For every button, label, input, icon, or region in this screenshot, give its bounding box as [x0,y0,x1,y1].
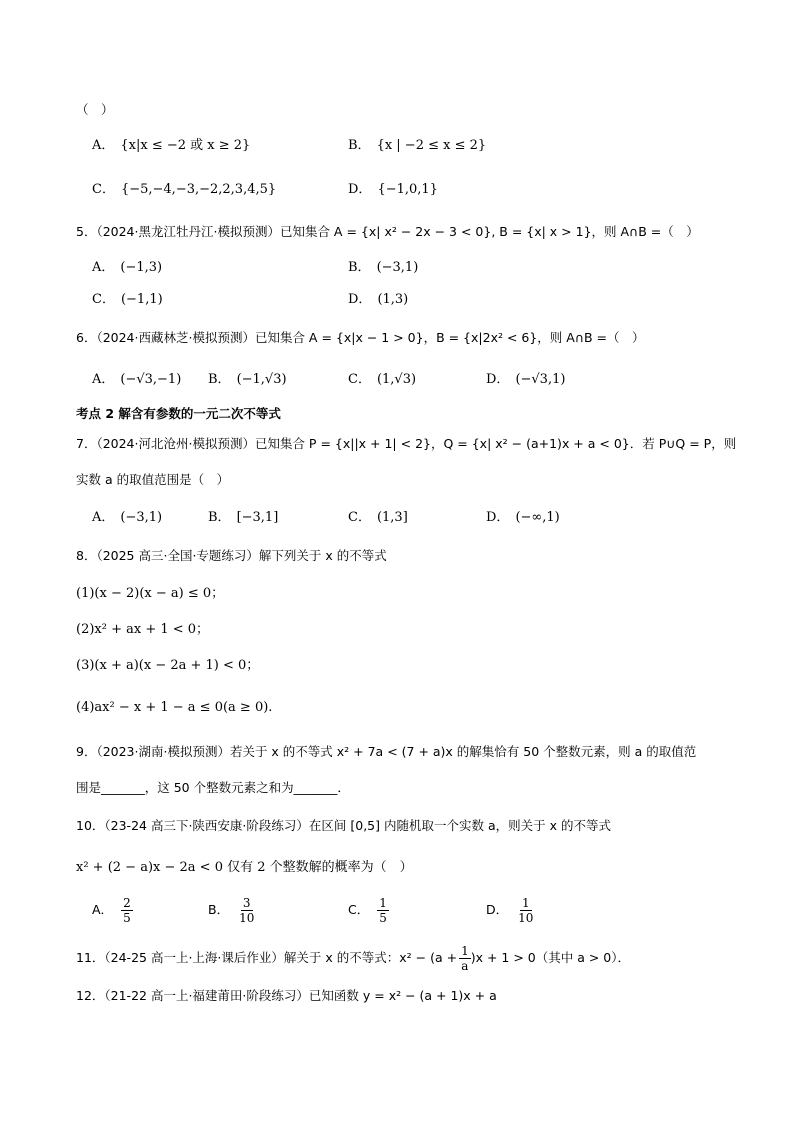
q10-option-a [92,896,133,925]
q5-option-a [92,258,162,278]
denominator: 10 [239,911,255,925]
option-text: (−3,1) [120,510,163,525]
q7-option-d [486,508,560,528]
q11-stem [76,944,630,973]
option-text: (1,√3) [376,372,417,387]
q9-stem-line2: 围是_______，这 50 个整数元素之和为_______． [76,780,350,795]
q7-option-c [348,508,408,528]
numerator: 1 [461,944,469,958]
option-text: (1,3] [376,510,408,525]
option-key: C． [92,292,115,307]
q8-stem: 8．（2025 高三·全国·专题练习）解下列关于 x 的不等式 [76,548,387,563]
q10-stem-line2: x² + (2 − a)x − 2a < 0 仅有 2 个整数解的概率为（ ） [76,860,413,875]
q7-stem-line1: 7．（2024·河北沧州·模拟预测）已知集合 P = {x||x + 1| < 2}，Q = {x| x² − (a+1)x + a < 0}．若 P∪Q = P，则 [76,436,737,451]
section-heading: 考点 2 解含有参数的一元二次不等式 [76,406,281,421]
q5-stem: 5．（2024·黑龙江牡丹江·模拟预测）已知集合 A = {x| x² − 2x − 3 < 0}, B = {x| x > 1}，则 A∩B =（ ） [76,224,699,239]
q6-option-d [486,370,565,390]
q10-stem-line1: 10．（23-24 高三下·陕西安康·阶段练习）在区间 [0,5] 内随机取一个实数 a，则关于 x 的不等式 [76,818,611,833]
option-key: B． [208,902,230,917]
fraction [121,896,133,925]
option-text: (−√3,−1) [120,372,182,387]
option-text: {x | −2 ≤ x ≤ 2} [376,138,487,153]
option-key: B． [208,372,231,387]
numerator: 3 [242,896,251,910]
q4-option-c [92,180,276,200]
q4-option-a [92,136,250,156]
fraction [237,896,256,925]
numerator: 1 [379,896,387,910]
q10-option-d [486,896,535,925]
option-key: A． [92,902,114,917]
option-key: D． [486,510,510,525]
q7-option-b [208,508,278,528]
option-text: {−5,−4,−3,−2,2,3,4,5} [120,182,277,197]
option-key: A． [92,260,115,275]
denominator: 5 [379,911,387,925]
q8-part-2: (2)x² + ax + 1 < 0； [76,622,210,637]
q7-stem-line2: 实数 a 的取值范围是（ ） [76,472,230,487]
option-key: A． [92,510,115,525]
numerator: 2 [123,896,131,910]
fraction [377,896,389,925]
option-text: (−√3,1) [515,372,566,387]
q11-stem-end: )x + 1 > 0（其中 a > 0）． [470,950,630,965]
q6-option-c [348,370,416,390]
numerator: 1 [521,896,530,910]
fraction [459,944,471,973]
option-text: (−1,1) [120,292,163,307]
option-key: C． [348,510,371,525]
q8-part-3: (3)(x + a)(x − 2a + 1) < 0； [76,658,260,673]
q5-option-c [92,290,163,310]
option-text: (−3,1) [376,260,419,275]
q10-option-c [348,896,389,925]
option-key: D． [348,292,372,307]
option-text: {−1,0,1} [377,182,438,197]
fraction [516,896,535,925]
q10-option-b [208,896,256,925]
option-key: B． [348,138,371,153]
answer-paren: （ ） [76,102,114,117]
q8-part-1: (1)(x − 2)(x − a) ≤ 0； [76,586,225,601]
q8-part-4: (4)ax² − x + 1 − a ≤ 0(a ≥ 0). [76,700,273,715]
denominator: 5 [123,911,131,925]
q4-option-d [348,180,438,200]
option-key: B． [208,510,231,525]
option-text: (−∞,1) [515,510,560,525]
option-key: A． [92,138,115,153]
option-text: [−3,1] [236,510,279,525]
option-key: D． [486,372,510,387]
option-text: (−1,3) [120,260,163,275]
q4-option-b [348,136,486,156]
q5-option-b [348,258,418,278]
option-text: {x|x ≤ −2 或 x ≥ 2} [120,138,251,153]
denominator: 10 [518,911,534,925]
option-key: C． [92,182,115,197]
option-text: (1,3) [377,292,409,307]
q7-option-a [92,508,162,528]
q6-stem: 6．（2024·西藏林芝·模拟预测）已知集合 A = {x|x − 1 > 0}，B = {x|2x² < 6}，则 A∩B =（ ） [76,330,645,345]
q5-option-d [348,290,408,310]
q9-stem-line1: 9．（2023·湖南·模拟预测）若关于 x 的不等式 x² + 7a < (7 + a)x 的解集恰有 50 个整数元素，则 a 的取值范 [76,744,697,759]
denominator: a [461,959,469,973]
option-key: D． [348,182,372,197]
q6-option-a [92,370,181,390]
option-key: C． [348,902,370,917]
q6-option-b [208,370,287,390]
option-key: B． [348,260,371,275]
option-key: D． [486,902,509,917]
option-key: C． [348,372,371,387]
q11-stem-start: 11．（24-25 高一上·上海·课后作业）解关于 x 的不等式：x² − (a + [76,950,458,965]
q12-stem: 12．（21-22 高一上·福建莆田·阶段练习）已知函数 y = x² − (a + 1)x + a [76,988,497,1003]
option-text: (−1,√3) [236,372,287,387]
option-key: A． [92,372,115,387]
